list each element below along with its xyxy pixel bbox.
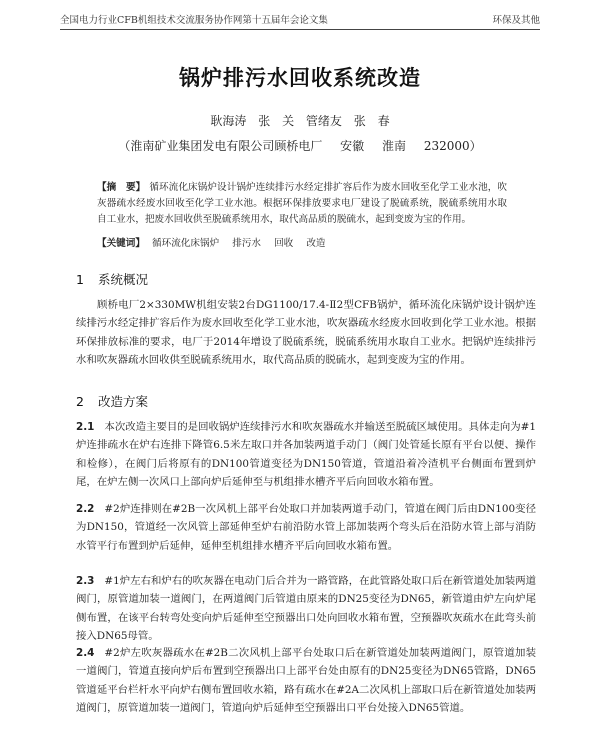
subsection-text: 本次改造主要目的是回收锅炉连续排污水和吹灰器疏水并输送至脱硫区域使用。具体走向为#1炉连排疏水在炉右连排下降管6.5米左取口并各加装两道手动门（阀门处管延长原有平台以便、操作和检修），在阀门后将原有的DN100管道变径为DN150管道，管道沿着冷渣机平台侧面布置到炉尾，在炉左侧一次风口上部向炉后延伸至与机组排水槽齐平后向回收水箱布置。 [76,421,536,488]
keywords-label: 【关键词】 [97,238,145,249]
subsection-text: #2炉连排则在#2B一次风机上部平台处取口并加装两道手动门，管道在阀门后由DN100变径为DN150，管道经一次风管上部延伸至炉右前沿防水管上部加装两个弯头后在沿防水管上部与消防水管平行布置到炉后延伸，延伸至机组排水槽齐平后向回收水箱布置。 [76,503,536,552]
subsection-2-1 [76,418,536,491]
subsection-number: 2.4 [76,647,95,659]
subsection-number: 2.1 [76,421,95,433]
affiliation-org: （淮南矿业集团发电有限公司顾桥电厂 [118,139,323,153]
section-number: 1 [76,272,84,287]
keyword: 回收 [274,238,294,249]
section-heading-1 [76,270,148,288]
header-section-label: 环保及其他 [492,15,540,26]
section-title: 改造方案 [97,394,148,409]
subsection-text: #1炉左右和炉右的吹灰器在电动门后合并为一路管路，在此管路处取口后在新管道处加装两道阀门，原管道加装一道阀门，在两道阀门后管道由原来的DN25变径为DN65，新管道由炉左向炉尾侧布置，在该平台转弯处变向炉后延伸至空预器出口处向回收水箱布置，空预器吹灰疏水在此弯头前接入DN65母管。 [76,575,536,642]
subsection-2-4 [76,644,536,717]
header-journal-title: 全国电力行业CFB机组技术交流服务协作网第十五届年会论文集 [60,15,328,26]
author-name: 张 关 [258,114,295,128]
keyword: 循环流化床锅炉 [152,238,220,249]
abstract-label: 【摘 要】 [97,182,146,193]
abstract [97,180,507,228]
section-1-paragraph: 顾桥电厂2×330MW机组安装2台DG1100/17.4-Ⅱ2型CFB锅炉，循环流化床锅炉设计锅炉连续排污水经定排扩容后作为废水回收至化学工业水池，吹灰器疏水经废水回收到化学工业水池。根据环保排放标准的要求，电厂于2014年增设了脱硫系统，脱硫系统用水取自工业水。把锅炉连续排污水和吹灰器疏水回收供至脱硫系统用水，取代高品质的脱硫水，起到变废为宝的作用。 [76,299,536,366]
subsection-number: 2.2 [76,503,95,515]
paper-title: 锅炉排污水回收系统改造 [179,66,421,90]
affiliation-city: 淮南 [382,139,407,153]
affiliation-postcode: 232000） [423,139,482,153]
author-list [0,112,600,129]
keyword: 改造 [306,238,326,249]
affiliation-province: 安徽 [340,139,365,153]
subsection-2-3 [76,572,536,645]
running-header [60,10,540,30]
keywords [97,236,507,252]
author-affiliation [0,137,600,154]
author-name: 耿海涛 [210,114,247,128]
abstract-text: 循环流化床锅炉设计锅炉连续排污水经定排扩容后作为废水回收至化学工业水池，吹灰器疏水经废水回收至化学工业水池。根据环保排放要求电厂建设了脱硫系统，脱硫系统用水取自工业水，把废水回收供至脱硫系统用水，取代高品质的脱硫水，起到变废为宝的作用。 [97,182,508,225]
author-name: 张 春 [353,114,390,128]
subsection-text: #2炉左吹灰器疏水在#2B二次风机上部平台处取口后在新管道处加装两道阀门，原管道加装一道阀门，管道直接向炉后布置到空预器出口上部平台处由原有的DN25变径为DN65管路，DN65管道延平台栏杆水平向炉右侧布置回收水箱，路有疏水在#2A二次风机上部取口后在新管道处加装两道阀门，原管道加装一道阀门，管道向炉后延伸至空预器出口平台处接入DN65管道。 [76,647,536,714]
author-name: 管绪友 [305,114,342,128]
section-heading-2 [76,392,148,410]
subsection-number: 2.3 [76,575,95,587]
section-title: 系统概况 [97,272,148,287]
keyword: 排污水 [232,238,262,249]
section-number: 2 [76,394,84,409]
subsection-2-2 [76,500,536,555]
